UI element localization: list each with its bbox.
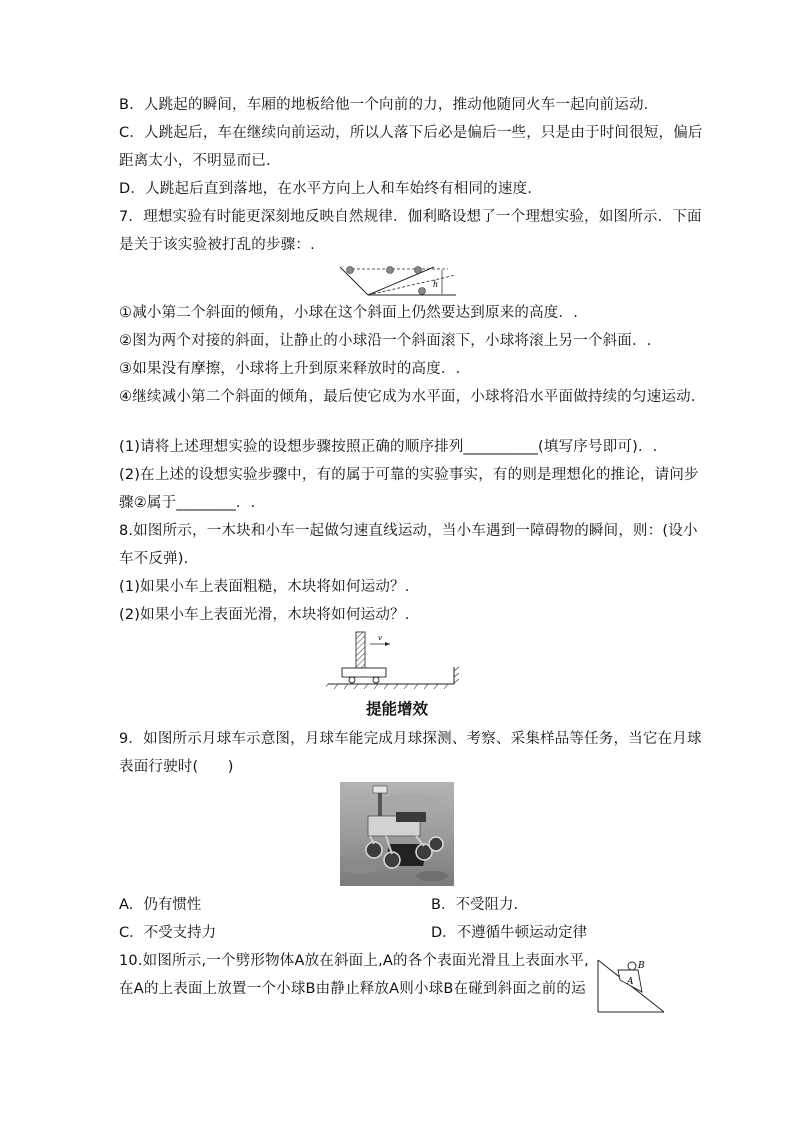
- q7-sub-2-line1: (2)在上述的设想实验步骤中，有的属于可靠的实验事实，有的则是理想化的推论，请问步: [119, 467, 699, 483]
- q10-stem-line1: 10.如图所示,一个劈形物体A放在斜面上,A的各个表面光滑且上表面水平,: [119, 953, 589, 969]
- wedge-incline-figure: [594, 956, 666, 1016]
- q7-step-3: ③如果没有摩擦，小球将上升到原来释放时的高度．.: [119, 361, 461, 377]
- q9-stem-line2: 表面行驶时( ): [119, 759, 234, 775]
- label-a: A: [627, 977, 634, 987]
- q8-sub-2: (2)如果小车上表面光滑，木块将如何运动？.: [119, 607, 410, 623]
- q10-stem-line2: 在A的上表面上放置一个小球B由静止释放A则小球B在碰到斜面之前的运: [119, 981, 586, 997]
- q6-option-c-line2: 距离太小，不明显而已.: [119, 153, 271, 169]
- q7-step-1: ①减小第二个斜面的倾角，小球在这个斜面上仍然要达到原来的高度．.: [119, 305, 579, 321]
- label-b: B: [638, 961, 645, 971]
- cart-block-figure: [326, 629, 462, 691]
- q9-option-b: B．不受阻力.: [431, 897, 519, 913]
- q7-stem-line1: 7．理想实验有时能更深刻地反映自然规律．伽利略设想了一个理想实验，如图所示．下面: [119, 209, 702, 225]
- q7-sub-1: (1)请将上述理想实验的设想步骤按照正确的顺序排列__________(填写序号即可)．.: [119, 439, 658, 455]
- q7-stem-line2: 是关于该实验被打乱的步骤：.: [119, 237, 315, 253]
- section-heading: 提能增效: [365, 700, 428, 718]
- q9-option-d: D．不遵循牛顿运动定律: [431, 925, 588, 941]
- q8-sub-1: (1)如果小车上表面粗糙，木块将如何运动？.: [119, 579, 410, 595]
- height-label: h: [433, 280, 439, 289]
- q6-option-b: B．人跳起的瞬间，车厢的地板给他一个向前的力，推动他随同火车一起向前运动.: [119, 97, 649, 113]
- q9-stem-line1: 9．如图所示月球车示意图，月球车能完成月球探测、考察、采集样品等任务，当它在月球: [119, 731, 702, 747]
- galileo-incline-figure: [338, 261, 458, 301]
- q7-step-4: ④继续减小第二个斜面的倾角，最后使它成为水平面，小球将沿水平面做持续的匀速运动．: [119, 389, 706, 405]
- q8-stem-line1: 8.如图所示，一木块和小车一起做匀速直线运动，当小车遇到一障碍物的瞬间，则：(设小: [119, 523, 698, 539]
- q9-option-c: C．不受支持力: [119, 925, 217, 941]
- lunar-rover-image: [340, 782, 454, 886]
- q7-step-2: ②图为两个对接的斜面，让静止的小球沿一个斜面滚下，小球将滚上另一个斜面．.: [119, 333, 652, 349]
- q7-sub-2-line2: 骤②属于________．.: [119, 495, 256, 511]
- velocity-label: v: [378, 634, 382, 642]
- q8-stem-line2: 车不反弹).: [119, 551, 189, 567]
- q9-option-a: A．仍有惯性: [119, 897, 202, 913]
- q6-option-d: D．人跳起后直到落地，在水平方向上人和车始终有相同的速度.: [119, 181, 533, 197]
- q6-option-c-line1: C．人跳起后，车在继续向前运动，所以人落下后必是偏后一些，只是由于时间很短，偏后: [119, 125, 703, 141]
